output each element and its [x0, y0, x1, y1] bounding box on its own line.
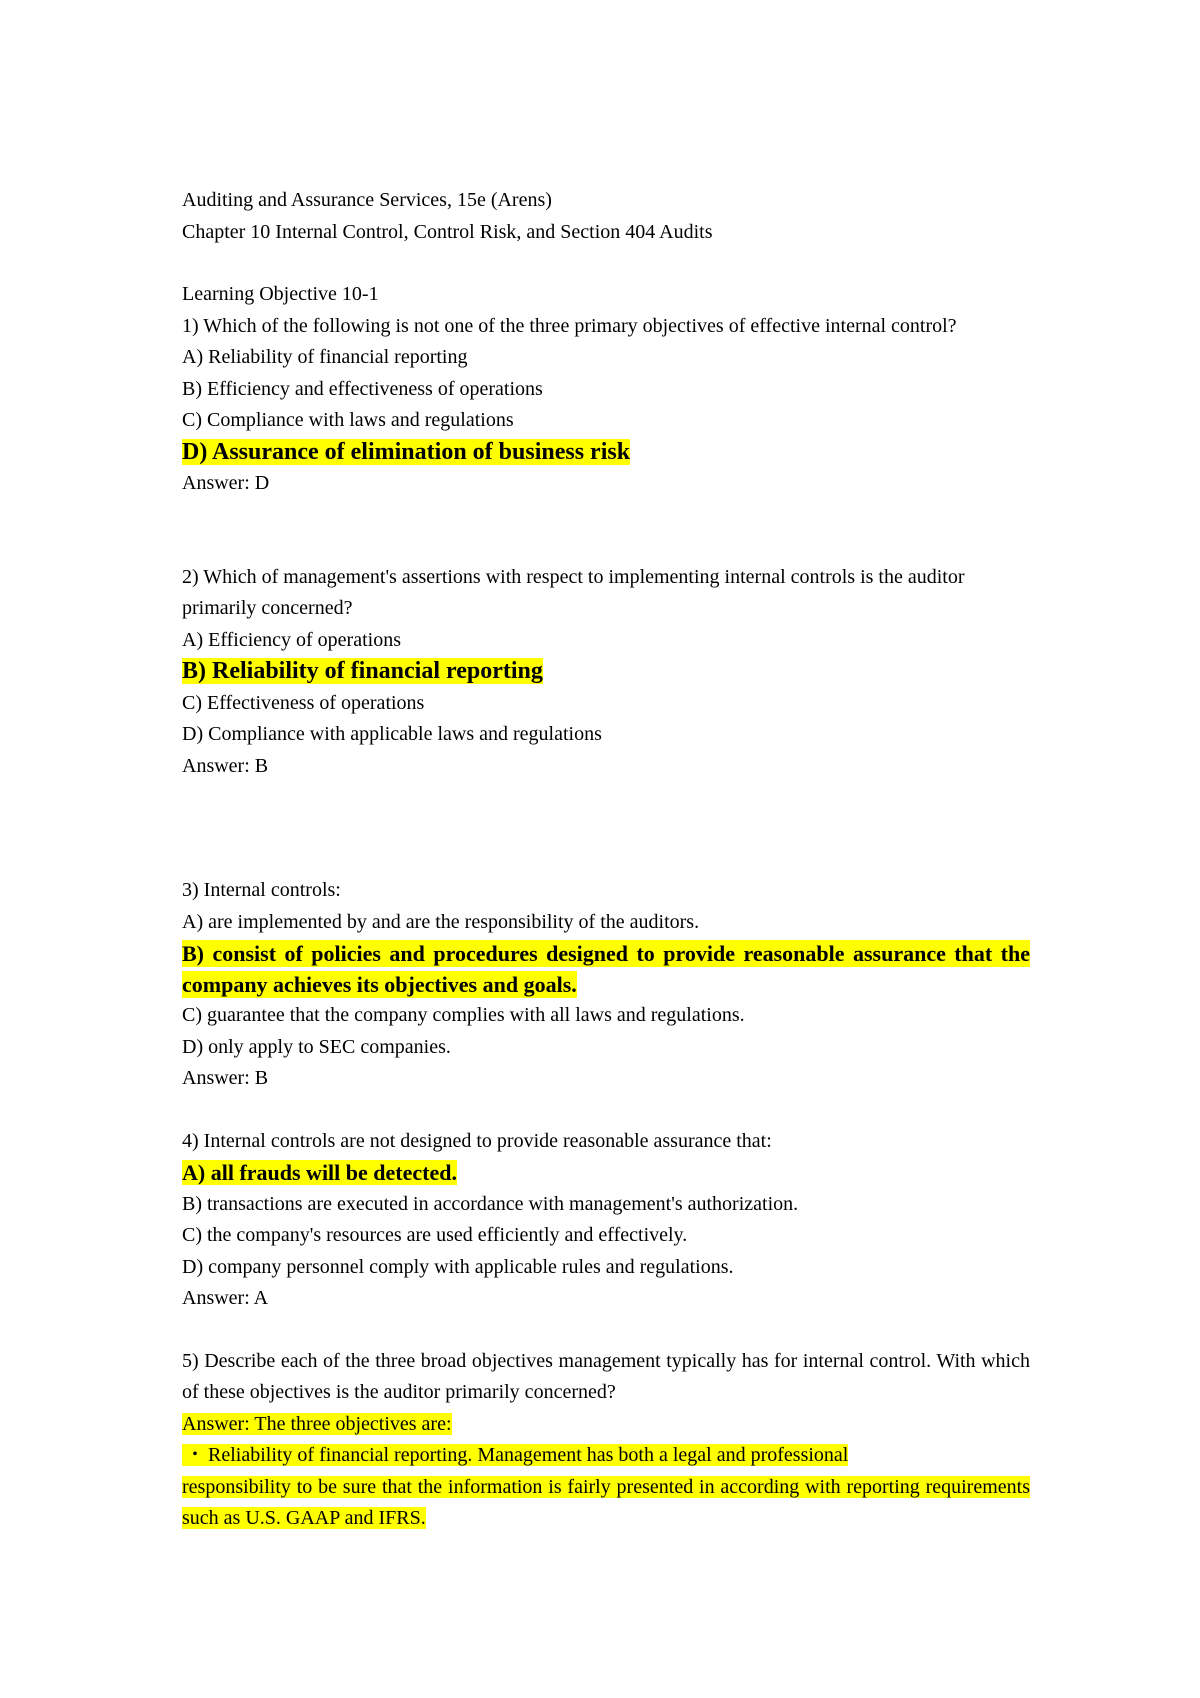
- question-2-correct-option: [182, 656, 1030, 688]
- question-5-bullet: [182, 1440, 1030, 1472]
- question-3-option-c: C) guarantee that the company complies with all laws and regulations.: [182, 1004, 745, 1026]
- question-1-option-a: A) Reliability of financial reporting: [182, 346, 468, 368]
- question-1-option-d: D) Assurance of elimination of business risk: [182, 438, 631, 465]
- question-5-answer-line: [182, 1409, 1030, 1441]
- question-2-option-d: D) Compliance with applicable laws and regulations: [182, 723, 602, 745]
- question-3-option-a: A) are implemented by and are the responsibility of the auditors.: [182, 910, 700, 933]
- question-3-option-b: B) consist of policies and procedures designed to provide reasonable assurance that the company achieves its objectives and goals.: [182, 941, 1030, 997]
- question-2-text-line-1: 2) Which of management's assertions with respect to implementing internal controls is the auditor: [182, 565, 965, 588]
- question-2-text-line-2: primarily concerned?: [182, 597, 353, 619]
- question-4-option-b: B) transactions are executed in accordance with management's authorization.: [182, 1192, 799, 1215]
- question-4-answer: Answer: A: [182, 1287, 269, 1309]
- question-4-correct-option: [182, 1157, 1030, 1189]
- question-1-text: 1) Which of the following is not one of the three primary objectives of effective internal control?: [182, 314, 957, 337]
- question-5-bullet-continuation: responsibility to be sure that the information is fairly presented in according with reporting requirements such as U.S. GAAP and IFRS.: [182, 1475, 1030, 1529]
- question-1-option-c: C) Compliance with laws and regulations: [182, 409, 514, 431]
- question-5-bullet-continuation-block: [182, 1472, 1030, 1535]
- question-4-option-c: C) the company's resources are used efficiently and effectively.: [182, 1224, 688, 1246]
- question-5-answer-intro: Answer: The three objectives are:: [182, 1412, 452, 1435]
- question-1-correct-option: [182, 437, 1030, 469]
- question-2-option-b: B) Reliability of financial reporting: [182, 658, 543, 684]
- document-page: [182, 185, 1030, 1535]
- bullet-icon: ・: [185, 1444, 205, 1466]
- question-3-answer: Answer: B: [182, 1067, 269, 1089]
- question-4-option-a: A) all frauds will be detected.: [182, 1160, 457, 1185]
- question-5-text: 5) Describe each of the three broad objectives management typically has for internal control. With which of these objectives is the auditor primarily concerned?: [182, 1349, 1030, 1403]
- question-4-text: 4) Internal controls are not designed to provide reasonable assurance that:: [182, 1129, 772, 1152]
- question-3-correct-option: [182, 938, 1030, 1000]
- question-3-text: 3) Internal controls:: [182, 879, 341, 901]
- question-4-option-d: D) company personnel comply with applicable rules and regulations.: [182, 1255, 734, 1278]
- question-1-option-b: B) Efficiency and effectiveness of operations: [182, 377, 543, 400]
- question-1-answer: Answer: D: [182, 472, 270, 494]
- learning-objective: Learning Objective 10-1: [182, 283, 379, 305]
- question-5-bullet-text: Reliability of financial reporting. Management has both a legal and professional: [208, 1444, 849, 1466]
- question-2-option-c: C) Effectiveness of operations: [182, 691, 425, 714]
- book-title: Auditing and Assurance Services, 15e (Arens): [182, 189, 552, 211]
- question-2-answer: Answer: B: [182, 754, 269, 777]
- question-2-option-a: A) Efficiency of operations: [182, 628, 401, 651]
- question-3-option-d: D) only apply to SEC companies.: [182, 1035, 451, 1058]
- chapter-title: Chapter 10 Internal Control, Control Risk, and Section 404 Audits: [182, 220, 713, 243]
